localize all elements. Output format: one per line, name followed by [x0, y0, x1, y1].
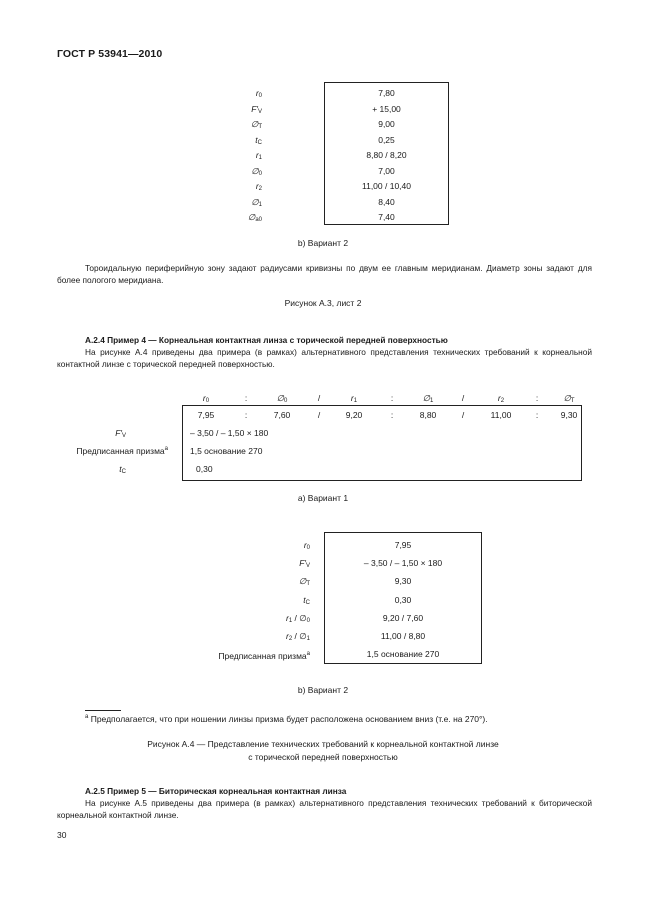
fig-a4b-label-subscript: 2 — [288, 635, 293, 642]
figure-a4-caption-line1: Рисунок А.4 — Представление технических требований к корнеальной контактной линзе — [147, 739, 499, 749]
fig-a4b-label-symbol: t — [303, 594, 306, 605]
fig-a4b-prism-mark: a — [306, 651, 310, 658]
fig-a3-value: 7,80 — [378, 88, 395, 98]
fig-a4a-header-subscript: T — [570, 398, 575, 404]
fig-a4b-label-subscript: 1 — [288, 617, 293, 624]
fig-a4b-label-symbol: r — [285, 612, 289, 623]
fig-a4a-cell: 7,95 — [197, 410, 215, 420]
fig-a4a-header-symbol — [351, 393, 357, 404]
fig-a4a-cell: / — [317, 410, 321, 420]
fig-a4a-header-symbol-text: r — [497, 393, 501, 403]
fig-a4a-header-symbol — [563, 393, 574, 404]
fig-a4a-header-symbol-text: r — [350, 393, 354, 403]
section-a24-text: На рисунке А.4 приведены два примера (в рамках) альтернативного представления технических требований к корнеальной контактной линзе с торической передней поверхностью. — [57, 347, 592, 369]
fig-a4b-label — [150, 536, 310, 554]
fig-a4b-label-symbol: r — [303, 540, 307, 550]
fig-a3-label-subscript: a0 — [255, 217, 262, 223]
fig-a3-label — [200, 117, 262, 133]
standard-header: ГОСТ Р 53941—2010 — [57, 48, 163, 60]
footnote-rule — [85, 710, 121, 711]
fig-a4b-value: 9,20 / 7,60 — [382, 612, 424, 623]
fig-a3-label — [200, 210, 262, 226]
fig-a3-label-symbol: r — [255, 150, 259, 160]
fig-a4b-label-subscript: T — [306, 581, 310, 588]
fig-a4a-header-symbol — [203, 393, 209, 404]
fig-a3-label — [200, 148, 262, 164]
fig-a3-label-symbol: ∅ — [247, 212, 256, 222]
fig-a4b-label-symbol: ∅ — [298, 576, 307, 587]
fig-a4b-label-subscript2: 1 — [306, 635, 310, 642]
fig-a4a-cell: : — [390, 410, 394, 420]
fig-a3-label-subscript: T — [258, 124, 262, 130]
fig-a4b-value: 11,00 / 8,80 — [380, 630, 426, 641]
fig-a4b-value: – 3,50 / – 1,50 × 180 — [363, 558, 443, 569]
fig-a3-label-subscript: C — [257, 139, 262, 146]
fig-a3-label-subscript: 0 — [258, 170, 262, 177]
fig-a3-label — [200, 179, 262, 195]
fig-a3-label-symbol: F′ — [251, 103, 258, 114]
fig-a4b-variant-caption: b) Вариант 2 — [297, 685, 349, 695]
fig-a4b-prism-label-text: Предписанная призма — [218, 650, 307, 661]
fig-a4a-header-symbol-text: ∅ — [422, 393, 431, 403]
fig-a3-label-symbol: ∅ — [250, 119, 259, 129]
fig-a4a-cell: / — [461, 410, 465, 420]
fig-a3-caption: Рисунок А.3, лист 2 — [284, 298, 362, 308]
fig-a4a-prism-label: Предписанная призма$^a$ — [76, 446, 168, 456]
fig-a3-label-symbol: ∅ — [251, 165, 259, 176]
fig-a4b-value: 0,30 — [394, 594, 412, 605]
fig-a4a-header-separator: : — [244, 393, 248, 403]
fig-a4b-value: 7,95 — [394, 540, 412, 550]
fig-a4a-cell: : — [535, 410, 539, 420]
fig-a4b-value: 9,30 — [394, 576, 412, 587]
fig-a3-label-subscript: 1 — [258, 201, 262, 208]
fig-a4b-prism-label — [150, 645, 310, 663]
fig-a4b-label-symbol2: / ∅ — [292, 612, 307, 623]
fig-a3-label-symbol: r — [255, 181, 259, 191]
fig-a3-value: + 15,00 — [372, 103, 401, 114]
section-a25-heading: А.2.5 Пример 5 — Биторическая корнеальная контактная линза — [85, 786, 347, 796]
figure-a4-caption-line2: с торической передней поверхностью — [248, 752, 398, 762]
fig-a4a-header-symbol-text: ∅ — [276, 393, 285, 403]
fig-a4a-header-symbol-text: r — [202, 393, 206, 403]
fig-a4a-header-subscript: 1 — [430, 398, 434, 404]
fig-a3-label-symbol: ∅ — [251, 196, 259, 207]
footnote: $^a$ Предполагается, что при ношении линзы призма будет расположена основанием вниз (т.е. на 270°). — [85, 714, 488, 724]
fig-a4b-values — [324, 536, 482, 663]
fig-a3-label-subscript: V — [257, 108, 262, 115]
fig-a4b-label-symbol: F′ — [299, 558, 306, 569]
fig-a4a-header-symbol — [423, 393, 434, 404]
section-a24-heading: А.2.4 Пример 4 — Корнеальная контактная линза с торической передней поверхностью — [85, 335, 448, 345]
fig-a4a-header-subscript: 0 — [284, 398, 288, 404]
fig-a3-text: Тороидальную периферийную зону задают радиусами кривизны по двум ее главным меридианам. Диаметр зоны задают для более пологого меридиана. — [57, 263, 592, 285]
fig-a4a-fv-label: $F'_V$ — [115, 428, 126, 439]
fig-a3-value: 0,25 — [378, 134, 395, 145]
fig-a4a-header-subscript: 0 — [205, 398, 210, 404]
fig-a3-value: 9,00 — [378, 119, 395, 129]
fig-a4a-cell: 11,00 — [490, 410, 512, 420]
fig-a4a-header-symbol-text: ∅ — [563, 393, 571, 403]
fig-a3-label — [200, 195, 262, 211]
fig-a3-label-symbol: r — [255, 88, 259, 98]
fig-a4a-header-subscript: 2 — [500, 398, 505, 404]
fig-a4a-cell: 9,20 — [345, 410, 363, 420]
fig-a4b-label — [150, 572, 310, 590]
fig-a4b-label-subscript2: 0 — [306, 617, 310, 624]
fig-a3-label — [200, 164, 262, 180]
fig-a4b-label-subscript: V — [305, 563, 310, 570]
fig-a4a-cell: 7,60 — [273, 410, 291, 420]
fig-a4a-cell: 9,30 — [560, 410, 578, 420]
fig-a4a-variant-caption: а) Вариант 1 — [297, 493, 349, 503]
fig-a4a-header-separator: : — [535, 393, 539, 403]
fig-a3-variant-caption: b) Вариант 2 — [297, 238, 349, 248]
fig-a3-labels — [200, 86, 262, 226]
fig-a3-label — [200, 102, 262, 118]
fig-a4b-labels — [150, 536, 310, 663]
fig-a4b-label-symbol2: / ∅ — [292, 630, 307, 641]
fig-a3-value: 8,80 / 8,20 — [366, 150, 407, 160]
fig-a4a-row1 — [0, 410, 646, 422]
fig-a4a-header-separator: / — [461, 393, 465, 403]
fig-a4b-label — [150, 591, 310, 609]
fig-a3-label-subscript: 1 — [258, 155, 262, 161]
fig-a3-label — [200, 86, 262, 102]
fig-a4b-label — [150, 554, 310, 572]
fig-a4b-label — [150, 627, 310, 645]
fig-a4b-label-subscript: C — [305, 599, 310, 606]
fig-a3-values — [324, 86, 449, 226]
fig-a3-value: 7,00 — [378, 165, 395, 176]
fig-a4a-fv-value: – 3,50 / – 1,50 × 180 — [190, 428, 269, 438]
fig-a4a-header-symbol — [277, 393, 288, 404]
fig-a3-label-subscript: 0 — [258, 93, 262, 99]
fig-a4b-label-symbol: r — [285, 630, 289, 641]
fig-a4a-tc-value: 0,30 — [196, 464, 213, 474]
fig-a4a-header-symbol — [498, 393, 504, 404]
fig-a4b-label — [150, 609, 310, 627]
fig-a3-label — [200, 133, 262, 149]
section-a25-text: На рисунке А.5 приведены два примера (в рамках) альтернативного представления технических требований к биторической корнеальной контактной линзе. — [57, 798, 592, 820]
fig-a4a-header-separator: : — [390, 393, 394, 403]
fig-a3-value: 7,40 — [378, 212, 395, 222]
fig-a4a-header-subscript: 1 — [353, 398, 358, 404]
fig-a4a-prism-value: 1,5 основание 270 — [190, 446, 263, 456]
fig-a4a-header — [0, 393, 646, 405]
fig-a4b-label-subscript: 0 — [306, 545, 310, 551]
page-number: 30 — [57, 830, 67, 840]
fig-a4a-cell: : — [244, 410, 248, 420]
fig-a4b-prism-value: 1,5 основание 270 — [366, 649, 440, 660]
fig-a3-value: 8,40 — [378, 196, 395, 207]
fig-a4a-header-separator: / — [317, 393, 321, 403]
fig-a4a-cell: 8,80 — [419, 410, 437, 420]
fig-a3-value: 11,00 / 10,40 — [362, 181, 411, 191]
fig-a3-label-subscript: 2 — [258, 186, 262, 192]
fig-a3-label-symbol: t — [255, 134, 258, 145]
fig-a4a-tc-label: $t_C$ — [119, 464, 126, 475]
